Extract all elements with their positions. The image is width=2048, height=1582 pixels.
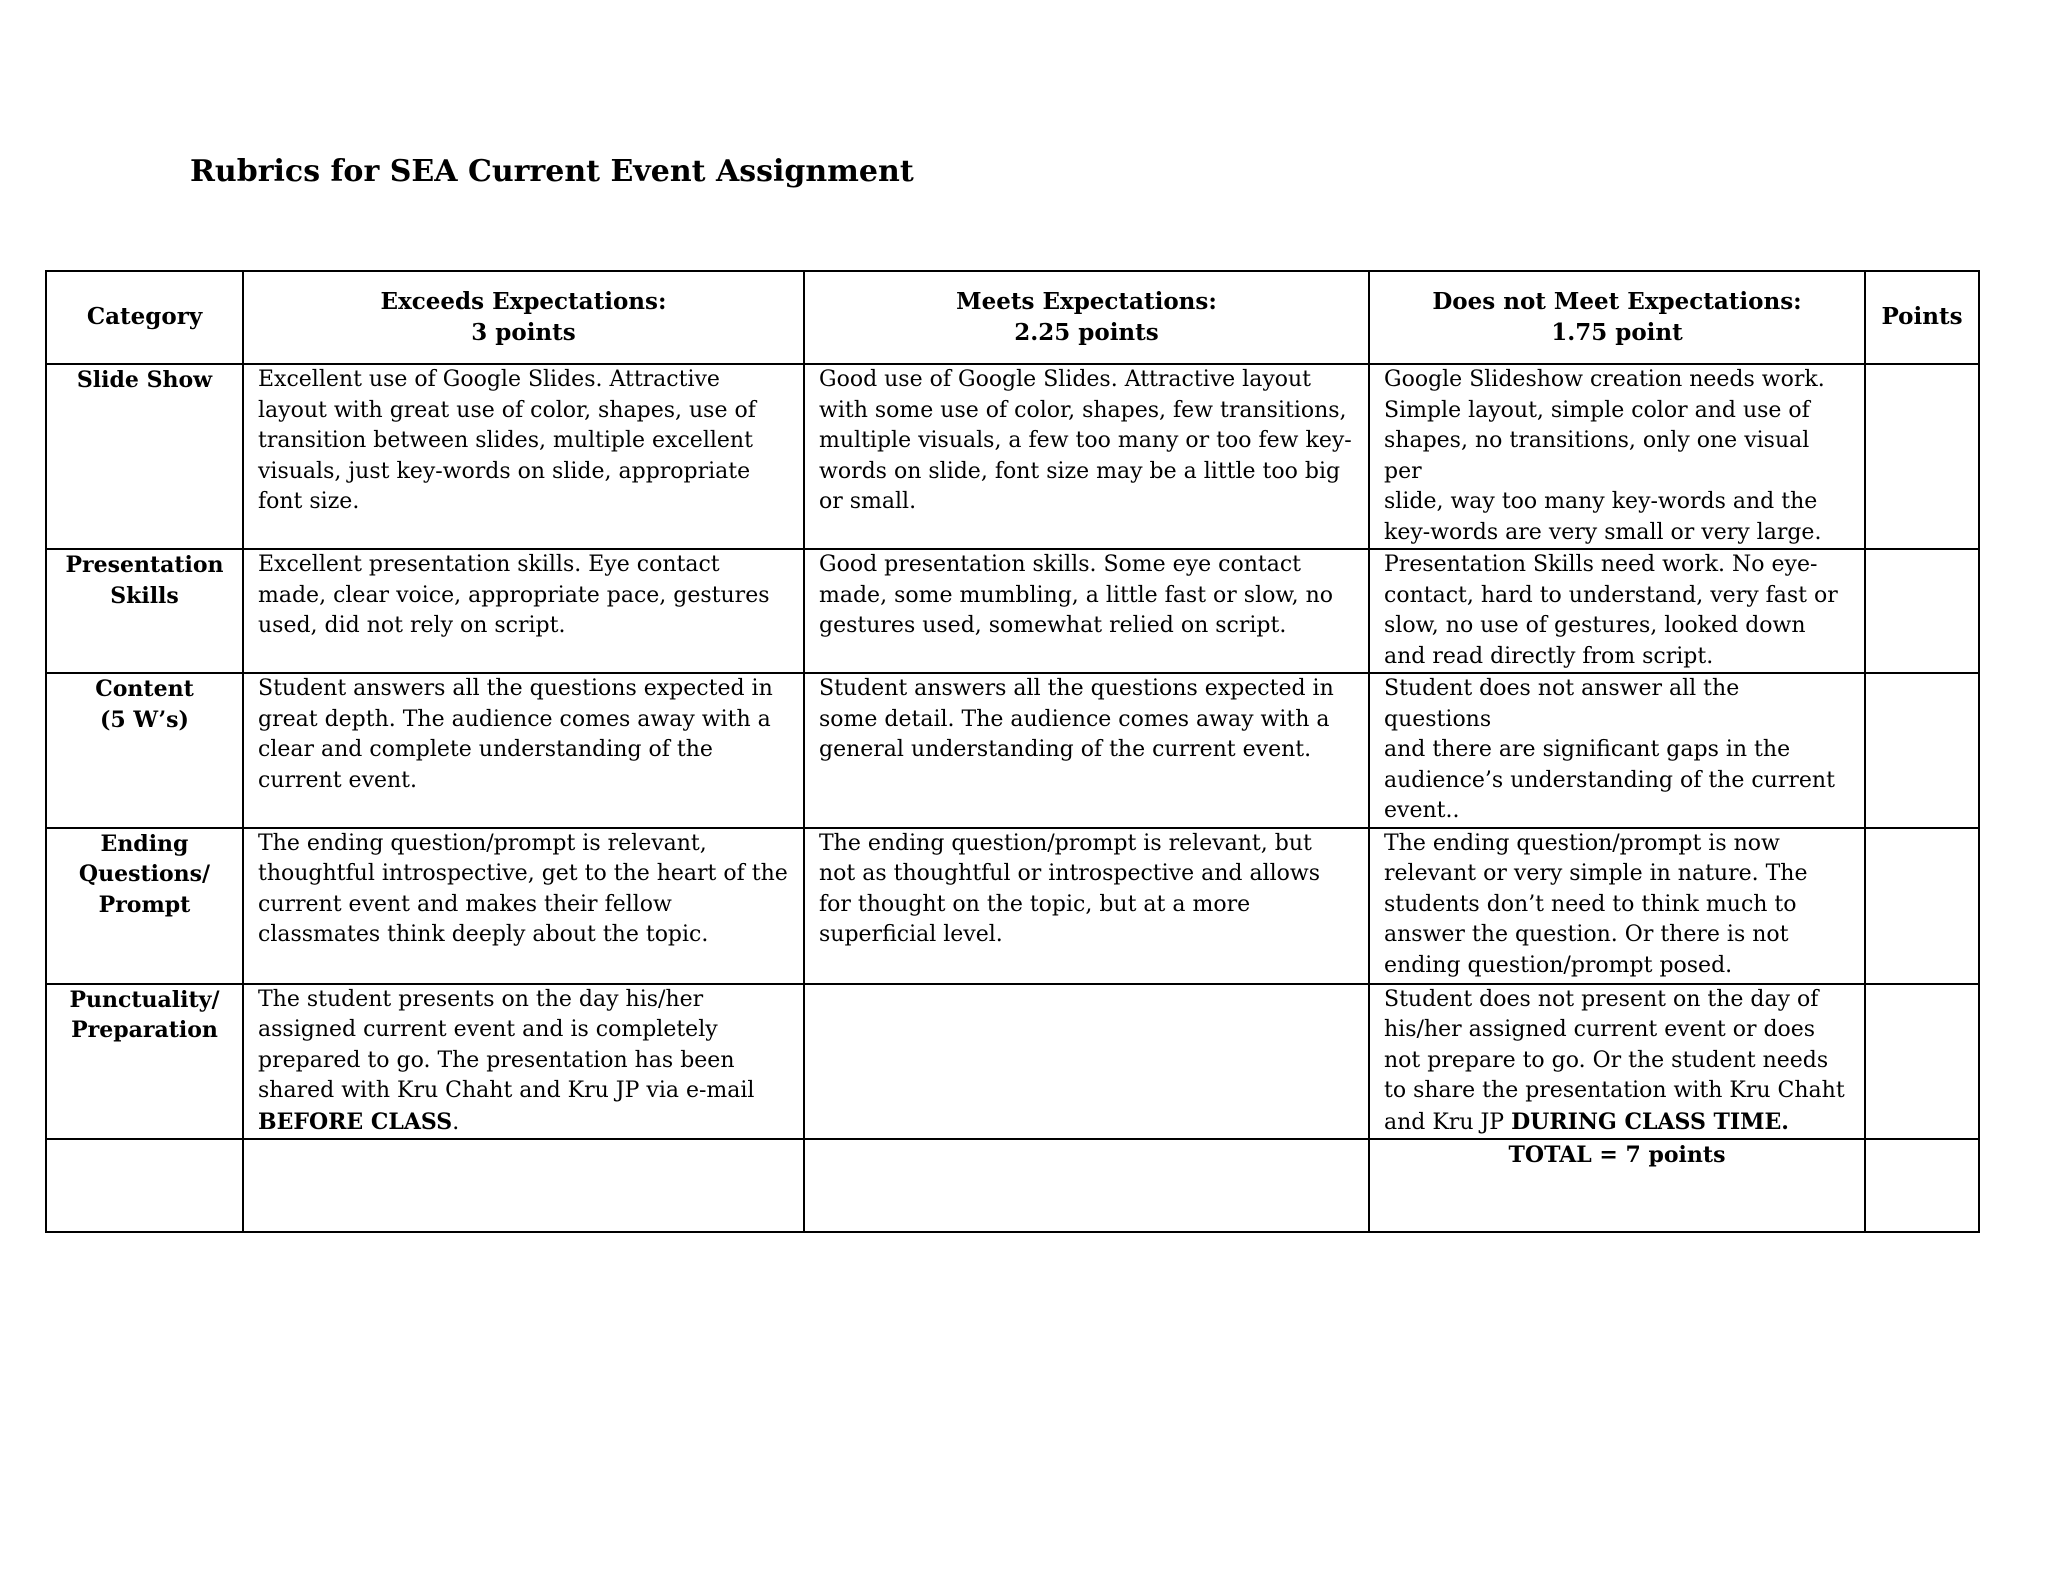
exceeds-cell: The ending question/prompt is relevant, thoughtful introspective, get to the heart of the current event and makes their fellow classmates think deeply about the topic.	[243, 828, 804, 984]
total-points-cell	[1865, 1139, 1979, 1232]
empty-cell	[804, 1139, 1369, 1232]
category-cell: Content (5 W’s)	[46, 673, 243, 828]
does-not-meet-cell: Student does not answer all the questions and there are significant gaps in the audience’s understanding of the current event..	[1369, 673, 1865, 828]
total-row	[46, 1139, 1979, 1232]
category-cell: Presentation Skills	[46, 549, 243, 673]
header-row	[46, 271, 1979, 364]
table-row	[46, 549, 1979, 673]
document-title: Rubrics for SEA Current Event Assignment	[190, 154, 914, 189]
does-not-meet-cell: The ending question/prompt is now relevant or very simple in nature. The students don’t need to think much to answer the question. Or there is not ending question/prompt posed.	[1369, 828, 1865, 984]
exceeds-cell: The student presents on the day his/her assigned current event and is completely prepared to go. The presentation has been shared with Kru Chaht and Kru JP via e-mail BEFORE CLASS.	[243, 984, 804, 1140]
table-row	[46, 673, 1979, 828]
empty-cell	[46, 1139, 243, 1232]
category-cell: Ending Questions/ Prompt	[46, 828, 243, 984]
meets-cell: Student answers all the questions expected in some detail. The audience comes away with a general understanding of the current event.	[804, 673, 1369, 828]
meets-cell: Good presentation skills. Some eye contact made, some mumbling, a little fast or slow, no gestures used, somewhat relied on script.	[804, 549, 1369, 673]
points-cell	[1865, 673, 1979, 828]
does-not-meet-cell: Presentation Skills need work. No eye- contact, hard to understand, very fast or slow, no use of gestures, looked down and read directly from script.	[1369, 549, 1865, 673]
table-row	[46, 984, 1979, 1140]
header-does-not-meet-title: Does not Meet Expectations:	[1432, 288, 1802, 315]
header-points: Points	[1865, 271, 1979, 364]
points-cell	[1865, 828, 1979, 984]
header-exceeds-title: Exceeds Expectations:	[380, 288, 667, 315]
header-meets-points: 2.25 points	[1014, 318, 1159, 346]
category-cell: Punctuality/ Preparation	[46, 984, 243, 1140]
does-not-meet-cell: Google Slideshow creation needs work. Simple layout, simple color and use of shapes, no transitions, only one visual per slide, way too many key-words and the key-words are very small or very large.	[1369, 364, 1865, 549]
during-class-time-emphasis: DURING CLASS TIME.	[1511, 1108, 1789, 1135]
header-category: Category	[46, 271, 243, 364]
total-cell: TOTAL = 7 points	[1369, 1139, 1865, 1232]
header-meets	[804, 271, 1369, 364]
table-row	[46, 364, 1979, 549]
exceeds-cell: Student answers all the questions expected in great depth. The audience comes away with a clear and complete understanding of the current event.	[243, 673, 804, 828]
rubric-table	[45, 270, 1980, 1233]
meets-cell: Good use of Google Slides. Attractive layout with some use of color, shapes, few transitions, multiple visuals, a few too many or too few key- words on slide, font size may be a little too big or small.	[804, 364, 1369, 549]
points-cell	[1865, 364, 1979, 549]
exceeds-cell: Excellent use of Google Slides. Attractive layout with great use of color, shapes, use of transition between slides, multiple excellent visuals, just key-words on slide, appropriate font size.	[243, 364, 804, 549]
header-does-not-meet	[1369, 271, 1865, 364]
before-class-emphasis: BEFORE CLASS	[258, 1108, 453, 1135]
header-exceeds	[243, 271, 804, 364]
header-meets-title: Meets Expectations:	[956, 288, 1217, 315]
category-cell: Slide Show	[46, 364, 243, 549]
header-does-not-meet-points: 1.75 point	[1551, 318, 1683, 346]
empty-cell	[243, 1139, 804, 1232]
meets-cell: The ending question/prompt is relevant, but not as thoughtful or introspective and allows for thought on the topic, but at a more superficial level.	[804, 828, 1369, 984]
exceeds-cell: Excellent presentation skills. Eye contact made, clear voice, appropriate pace, gestures used, did not rely on script.	[243, 549, 804, 673]
does-not-meet-cell: Student does not present on the day of his/her assigned current event or does not prepare to go. Or the student needs to share the presentation with Kru Chaht and Kru JP DURING CLASS TIME.	[1369, 984, 1865, 1140]
header-exceeds-points: 3 points	[471, 318, 576, 346]
points-cell	[1865, 549, 1979, 673]
meets-cell	[804, 984, 1369, 1140]
table-row	[46, 828, 1979, 984]
points-cell	[1865, 984, 1979, 1140]
